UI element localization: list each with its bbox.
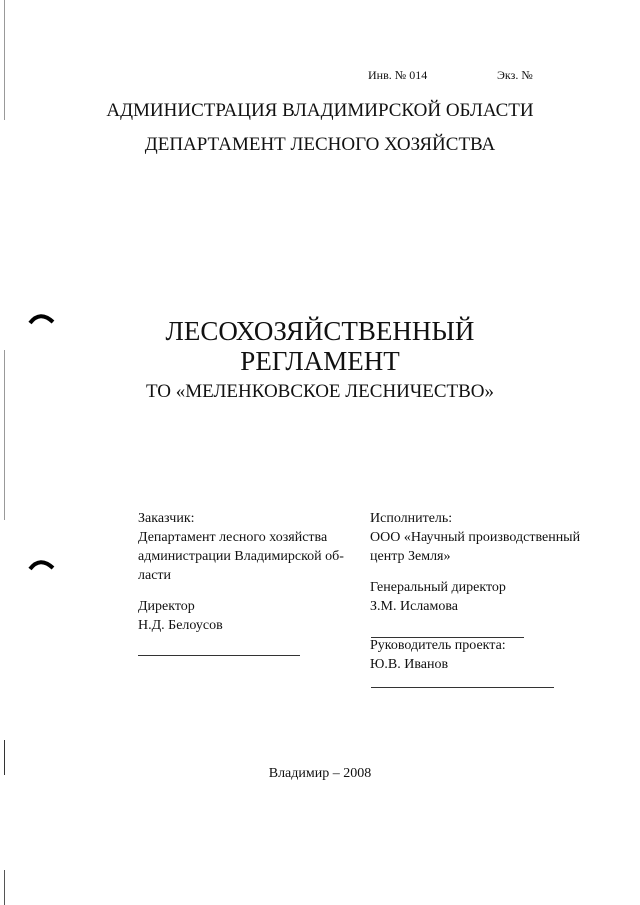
scan-edge-mark: [4, 870, 5, 905]
manager-signature-line: [371, 687, 554, 688]
customer-name: Н.Д. Белоусов: [138, 618, 223, 633]
customer-block: [138, 509, 344, 635]
customer-signature-line: [138, 655, 300, 656]
org-name: АДМИНИСТРАЦИЯ ВЛАДИМИРСКОЙ ОБЛАСТИ: [106, 100, 534, 121]
project-manager-name: Ю.В. Иванов: [370, 657, 449, 672]
project-manager-label: Руководитель проекта:: [370, 638, 506, 653]
director-signature-line: [371, 637, 524, 638]
contractor-name: З.М. Исламова: [370, 599, 458, 614]
inventory-number: Инв. № 014: [368, 68, 428, 82]
copy-number: Экз. №: [497, 68, 533, 82]
customer-org-line: Департамент лесного хозяйства: [138, 530, 328, 545]
contractor-block: [370, 509, 580, 674]
document-title-line2: РЕГЛАМЕНТ: [240, 346, 400, 376]
contractor-org-line: ООО «Научный производственный: [370, 530, 581, 545]
document-title: ЛЕСОХОЗЯЙСТВЕННЫЙ: [165, 316, 475, 346]
contractor-org-line: центр Земля»: [370, 549, 451, 564]
customer-label: Заказчик:: [138, 511, 195, 526]
punch-hole-mark-icon: [28, 556, 56, 572]
customer-org-line: администрации Владимирской об-: [138, 549, 344, 564]
place-and-year: Владимир – 2008: [268, 766, 372, 781]
contractor-position: Генеральный директор: [370, 580, 506, 595]
customer-org-line: ласти: [138, 568, 172, 583]
contractor-label: Исполнитель:: [370, 511, 453, 526]
document-subtitle: ТО «МЕЛЕНКОВСКОЕ ЛЕСНИЧЕСТВО»: [145, 381, 495, 402]
department-name: ДЕПАРТАМЕНТ ЛЕСНОГО ХОЗЯЙСТВА: [144, 134, 496, 155]
customer-position: Директор: [138, 599, 195, 614]
